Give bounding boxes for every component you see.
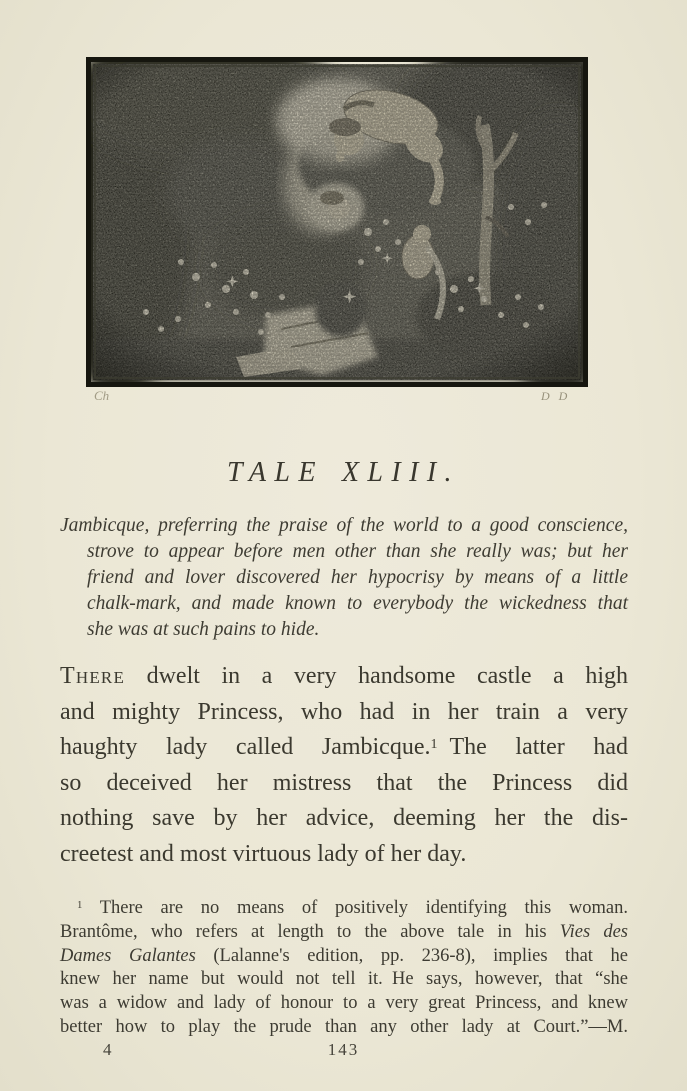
text-segment: Jambicque, preferring the praise of the world to a good conscience, [60,515,628,536]
text-segment: so deceived her mistress that the Princess did [60,769,628,796]
footnote-reference: 1 [430,736,438,752]
text-segment: knew her name but would not tell it. He says, however, that “she [60,969,628,990]
text-segment: Vies des [559,921,628,942]
engraving-illustration [86,57,588,387]
text-line [60,659,628,695]
text-line [60,897,628,921]
page-number: 143 [327,1040,360,1059]
text-segment: chalk-mark, and made known to everybody the wickedness that [87,593,628,614]
engraver-signature-left: Ch [94,388,110,403]
text-segment: Brantôme, who refers at length to the above tale in his [60,921,560,942]
text-segment: and mighty Princess, who had in her train a very [60,698,628,725]
text-segment: she was at such pains to hide. [87,619,320,640]
text-line [60,695,628,731]
text-segment: strove to appear before men other than she really was; but her [87,541,628,562]
text-line [60,837,628,873]
footnote [60,897,628,1040]
text-line [60,801,628,837]
text-segment: Dames Galantes [60,945,196,966]
text-line [60,591,628,617]
text-segment: better how to play the prude than any other lady at Court.”—M. [60,1016,628,1037]
text-segment: haughty lady called Jambicque. [60,734,431,760]
text-segment: creetest and most virtuous lady of her day. [60,840,467,867]
text-segment: dwelt in a very handsome castle a high [125,663,628,689]
text-line [60,921,628,945]
text-segment: There are no means of positively identifying this woman. [82,898,628,918]
engraver-signature-right: D D [541,389,571,403]
text-line [60,766,628,802]
text-segment: friend and lover discovered her hypocrisy by means of a little [87,567,628,588]
forest-engraving-image [86,57,588,387]
text-segment: The latter had [437,734,628,760]
text-line [60,617,628,643]
text-line [60,945,628,969]
text-line [60,992,628,1016]
tale-title-word: TALE [227,457,324,488]
text-segment: was a widow and lady of honour to a very great Princess, and knew [60,993,628,1014]
engraving-vignette [93,64,581,380]
text-line [60,513,628,539]
text-line [60,565,628,591]
tale-title [0,457,687,489]
signature-mark: 4 [103,1040,112,1059]
text-segment: nothing save by her advice, deeming her the dis- [60,805,628,831]
text-line [60,968,628,992]
text-segment: (Lalanne's edition, pp. 236-8), implies that he [195,945,628,966]
text-segment: There [60,663,126,689]
body-paragraph [60,659,628,872]
text-line [60,730,628,766]
text-line [60,1016,628,1040]
text-line [60,539,628,565]
footnote-reference: 1 [77,899,83,912]
tale-summary [60,513,628,643]
tale-number-word: XLIII. [341,457,460,488]
